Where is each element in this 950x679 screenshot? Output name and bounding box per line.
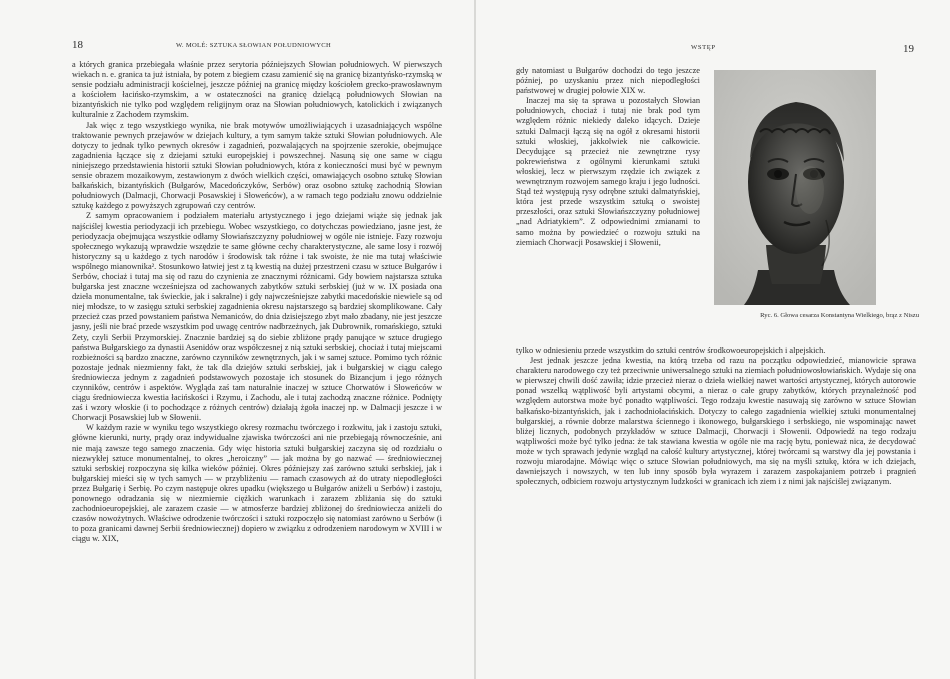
left-page-header xyxy=(72,39,454,53)
right-page-full-text xyxy=(516,346,916,487)
paragraph: Jest jednak jeszcze jedna kwestia, na którą trzeba od razu na początku odpowiedzieć, mianowicie sprawa charakteru narodowego czy też przeciwnie uniwersalnego sztuki na ziemiach południowosłowiańskich. Wydaje się ona w pierwszej chwili dość zawiła; idzie przecież nieraz o dzieła wielkiej nawet wartości artystycznej, których autorowie ponad wszelką wątpliwość byli artystami obcymi, a nieraz o całe grupy zabytków, których przynależność pod względem autorstwa może być ponadto wątpliwości. Tego rodzaju kwestie nasuwają się zarówno w sztuce Słowian bałkańsko-bizantyńskich, jak i zachodniołacińskich. Dotyczy to całego zagadnienia wielkiej sztuki monumentalnej bułgarskiej, a równie dobrze malarstwa ściennego i ikonowego, bułgarskiego i serbskiego, nie wspominając nawet bliżej licznych, podobnych przykładów w sztuce Dalmacji, Chorwacji i Słowenii. Odpowiedź na tego rodzaju wątpliwości może być tylko jedna: że tak stawiana kwestia w ogóle nie ma rację bytu, ponieważ nica, że decydować może w tych sprawach jedynie wzgląd na całość kultury artystycznej, której twórcami są warstwy dla jej powstania i rozwoju miarodajne. Mówiąc więc o sztuce Słowian południowych, ma się na myśli sztukę, która w ich dziejach, dawniejszych i nowszych, w ten lub inny sposób była wyrazem i zarazem zaspokajaniem potrzeb i pragnień społecznych, odbiciem rozwoju artystycznym ludzkości w granicach ich ziem i z nimi jak najściślej związanym. xyxy=(516,356,916,487)
page-number-right: 19 xyxy=(903,43,914,55)
paragraph: Inaczej ma się ta sprawa u pozostałych Słowian południowych, chociaż i tutaj nie brak pod tym względem różnic niekiedy daleko idących. Dzieje sztuki Dalmacji łączą się na ogół z okresami historii sztuki włoskiej, jakkolwiek nie całkowicie. Decydujące są przecież nie zewnętrzne rysy pokrewieństwa z ogólnymi kierunkami sztuki włoskiej, lecz w pierwszym rzędzie ich związek z wewnętrznym rozwojem samego kraju i jego ludności. Stąd też występują rysy odrębne sztuki dalmatyńskiej, która jest przede wszystkim sztuką o swoistej przeszłości, oraz sztuki Słowiańszczyzny południowej „nad Adriatykiem”. Z odpowiednimi zmianami to samo można by powiedzieć o rozwoju sztuki na ziemiach Chorwacji Posawskiej i Słowenii, xyxy=(516,96,700,247)
running-head-right: WSTĘP xyxy=(691,44,716,51)
page-number-left: 18 xyxy=(72,39,83,51)
paragraph: W każdym razie w wyniku tego wszystkiego okresy rozmachu twórczego i rozkwitu, jak i zastoju sztuki, główne kierunki, nurty, prądy oraz indywidualne zjawiska twórczości ani nie przebiegają równocześnie, ani nie mają zawsze tego samego znaczenia. Gdy więc historia sztuki bułgarskiej zaczyna się od rozdziału o niezwykłej sztuce monumentalnej, to okres „heroiczny” — jak można by go nazwać — średniowiecznej sztuki serbskiej rozpoczyna się kilka wieków później. Okres późniejszy zaś zarówno sztuki serbskiej, jak i bułgarskiej mieści się w tych samych — w przybliżeniu — ramach czasowych aż do utraty niepodległości przez Bułgarię i Serbię. Po czym następuje okres upadku (większego u Bułgarów aniżeli u Serbów) i zastoju, ponownego odradzania się w niezmiernie ciężkich warunkach i zarazem zbliżania się do sztuki zachodnioeuropejskiej, ale zarazem czasie — w atmosferze bardziej zbliżonej do średniowiecza aniżeli do czasów nowożytnych. Właściwe odrodzenie twórczości i sztuki rozpoczęło się natomiast zarówno u Serbów (i to poza granicami dawnej Serbii średniowiecznej) dopiero w związku z odrodzeniem narodowym w XVIII i w ciągu w. XIX, xyxy=(72,423,442,544)
paragraph: Jak więc z tego wszystkiego wynika, nie brak motywów umożliwiających i uzasadniających wspólne traktowanie pewnych przejawów w dziejach kultury, a tym samym także sztuki Słowian południowych. Ale dotyczy to jednak tylko pewnych okresów i zagadnień, pozwalających na spojrzenie szerokie, obejmujące zagadnienia łączące się z dziejami sztuki europejskiej i powszechnej. Nasuną się one same w ciągu niniejszego przedstawienia historii sztuki Słowian południowych, która z konieczności musi być w pewnym sensie obrazem mozaikowym, zestawionym z dwóch wielkich części, omawiających osobno sztukę Słowian bałkańskich, bizantyńskich (Bułgarów, Macedończyków, Serbów) oraz osobno sztukę zachodnią Słowian południowych (Dalmacji, Chorwacji Posawskiej i Słoweńców), a w ramach tego podziału znowu oddzielnie sztukę każdego z powyższych zgrupowań czy centrów. xyxy=(72,120,442,211)
right-page-header xyxy=(516,43,914,57)
paragraph: gdy natomiast u Bułgarów dochodzi do tego jeszcze później, po uzyskaniu przez nich niepodległości państwowej w drugiej połowie XIX w. xyxy=(516,66,700,96)
right-page xyxy=(476,0,950,679)
left-page xyxy=(0,0,474,679)
bronze-head-illustration xyxy=(714,70,876,305)
running-head-left: W. MOLÉ: SZTUKA SŁOWIAN POŁUDNIOWYCH xyxy=(176,42,332,49)
paragraph: a których granica przebiegała właśnie przez serytoria późniejszych Słowian południowych. W pierwszych wiekach n. e. granica ta już istniała, by potem z biegiem czasu zamienić się na granicę bizantyńsko-rzymską w sensie podziału administracji kościelnej, jeszcze później na granicę między kościołem grecko-prawosławnym a kościołem łacińsko-rzymskim, a w ostateczności na granicę dzielącą południowych Słowian na bizantyńskich nie tylko pod względem religijnym oraz na Słowian południowych, katolickich i związanych kulturalnie z Zachodem rzymskim. xyxy=(72,60,442,120)
paragraph: tylko w odniesieniu przede wszystkim do sztuki centrów środkowoeuropejskich i alpejskich. xyxy=(516,346,826,355)
right-page-column-text xyxy=(516,66,700,248)
figure-bronze-head-photo xyxy=(714,70,876,305)
figure-caption: Ryc. 6. Głowa cesarza Konstantyna Wielkiego, brąz z Niszu xyxy=(760,312,919,319)
left-page-body xyxy=(72,60,442,545)
paragraph: Z samym opracowaniem i podziałem materiału artystycznego i jego dziejami wiąże się jednak jak najściślej kwestia periodyzacji ich przebiegu. Wobec wszystkiego, co dotychczas powiedziano, jasne jest, że periodyzacja obejmująca wszystkie odłamy Słowiańszczyzny południowej w ogóle nie istnieje. Fazy rozwoju społecznego wykazują wprawdzie wszędzie te same główne cechy charakterystyczne, ale same losy i rozwój historyczny są u każdego z tych narodów i środowisk tak różne i tak swoiste, że nie ma tutaj właściwie wspólnego mianownika². Stosunkowo łatwiej jest z tą kwestią na dużej przestrzeni czasu w sztuce Bułgarów i Serbów, chociaż i tutaj ma się od razu do czynienia ze znacznymi różnicami. Gdy bowiem najstarsza sztuka bułgarska jest znaczne wcześniejsza od zachowanych zabytków sztuki serbskiej (już w w. IX posiada ona dzieła monumentalne, tak świeckie, jak i sakralne) i gdy najwcześniejsze zabytki macedońskie niewiele są od niej młodsze, to w zasięgu sztuki serbskiej zagadnienia okresu najstarszego są bardziej skomplikowane. Cały przecież czas przed powstaniem państwa Nemaniców, do dnia dzisiejszego zbyt mało zbadany, nie jest jeszcze jasny, jeśli nie brać przede wszystkim pod uwagę centrów nadbrzeżnych, jak Dubrownik, romańskiego, sztuki Zety, czyli Serbii Przymorskiej. Znacznie bardziej są do siebie zbliżone prądy panujące w sztuce drugiego państwa Bułgarskiego za dynastii Asenidów oraz współczesnej z nią sztuki serbskiej, chociaż i tutaj miejscami rozbieżności są bardzo znaczne, zarówno czynników zewnętrznych, jak i w samej sztuce. Pomimo tych różnic pozostaje jednak niezmienny fakt, że tak dla dziejów sztuki serbskiej, jak i bułgarskiej w ciągu całego średniowiecza jednym z zagadnień podstawowych pozostaje ich stosunek do Bizancjum i jego różnych czynników, centrów i aspektów. Wygląda zaś tam naturalnie inaczej w sztuce Chorwatów i Słoweńców w ciągu średniowiecza kwestia łacińskości i Rzymu, i Zachodu, ale i tutaj zachodzą znaczne różnice. Podnięty zaś i wzory włoskie (i to pochodzące z różnych centrów) działają żgoła inaczej np. w Dalmacji jeszcze i w Chorwacji Posawskiej lub w Słowenii. xyxy=(72,211,442,423)
